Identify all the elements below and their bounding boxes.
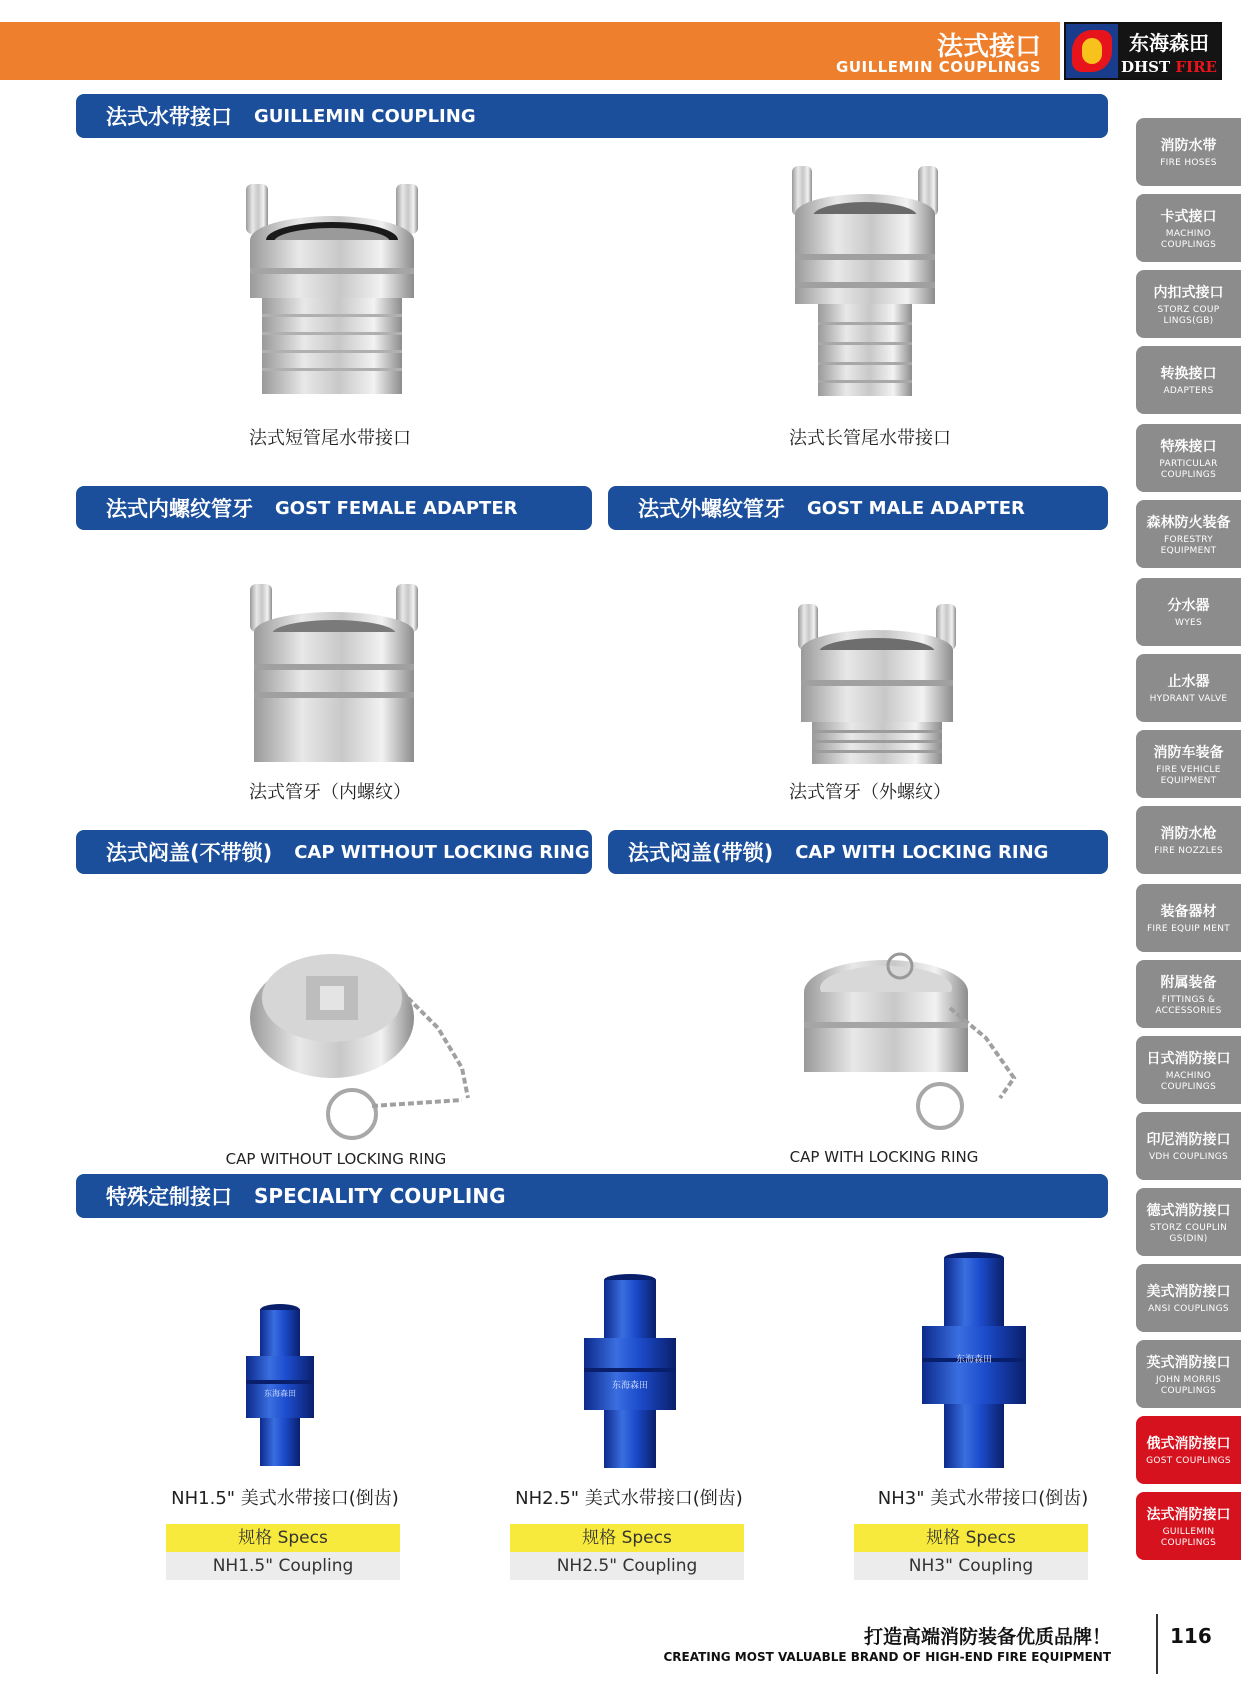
spec-table-nh15 <box>166 1524 400 1580</box>
sidebar-item-vdh[interactable]: 印尼消防接口 VDH COUPLINGS <box>1136 1112 1241 1180</box>
cap-with-ring-image <box>800 948 1030 1142</box>
caption-short-tail: 法式短管尾水带接口 <box>249 428 411 449</box>
nh3-coupling-image <box>918 1252 1030 1470</box>
section-gost-male-adapter: 法式外螺纹管牙 GOST MALE ADAPTER <box>608 486 1108 530</box>
section-speciality-coupling: 特殊定制接口 SPECIALITY COUPLING <box>76 1174 1108 1218</box>
logo-en: DHST FIRE <box>1121 57 1217 76</box>
caption-long-tail: 法式长管尾水带接口 <box>789 428 951 449</box>
sidebar-item-fire-equipment[interactable]: 装备器材 FIRE EQUIP MENT <box>1136 884 1241 952</box>
caption-nh25: NH2.5" 美式水带接口(倒齿) <box>515 1488 743 1509</box>
male-adapter-image <box>792 600 962 768</box>
spec-header: 规格 Specs <box>166 1524 400 1552</box>
section-gost-female-adapter: 法式内螺纹管牙 GOST FEMALE ADAPTER <box>76 486 592 530</box>
section-cap-without-ring: 法式闷盖(不带锁) CAP WITHOUT LOCKING RING <box>76 830 592 874</box>
spec-value: NH1.5" Coupling <box>166 1552 400 1580</box>
logo-mark-icon <box>1066 24 1118 78</box>
female-adapter-image <box>244 576 424 766</box>
caption-male-adapter: 法式管牙（外螺纹） <box>789 782 951 803</box>
spec-header: 规格 Specs <box>510 1524 744 1552</box>
svg-text:东海森田: 东海森田 <box>611 1381 649 1391</box>
caption-nh3: NH3" 美式水带接口(倒齿) <box>877 1488 1089 1509</box>
sidebar-item-storz-din[interactable]: 德式消防接口 STORZ COUPLIN GS(DIN) <box>1136 1188 1241 1256</box>
sidebar-item-wyes[interactable]: 分水器 WYES <box>1136 578 1241 646</box>
spec-value: NH2.5" Coupling <box>510 1552 744 1580</box>
footer-slogan-cn: 打造高端消防装备优质品牌！ <box>863 1626 1111 1648</box>
section-cap-with-ring: 法式闷盖(带锁) CAP WITH LOCKING RING <box>608 830 1108 874</box>
sidebar-item-adapters[interactable]: 转换接口 ADAPTERS <box>1136 346 1241 414</box>
sidebar-item-fire-hoses[interactable]: 消防水带 FIRE HOSES <box>1136 118 1241 186</box>
long-tail-coupling-image <box>780 162 950 400</box>
sidebar-item-guillemin[interactable]: 法式消防接口 GUILLEMIN COUPLINGS <box>1136 1492 1241 1560</box>
sidebar-item-fire-vehicle[interactable]: 消防车装备 FIRE VEHICLE EQUIPMENT <box>1136 730 1241 798</box>
section-guillemin-coupling: 法式水带接口 GUILLEMIN COUPLING <box>76 94 1108 138</box>
page-title-cn: 法式接口 <box>936 32 1041 62</box>
sidebar-item-machino-jp[interactable]: 日式消防接口 MACHINO COUPLINGS <box>1136 1036 1241 1104</box>
spec-table-nh3 <box>854 1524 1088 1580</box>
spec-header: 规格 Specs <box>854 1524 1088 1552</box>
short-tail-coupling-image <box>232 178 432 400</box>
logo-cn: 东海森田 <box>1129 30 1209 55</box>
caption-cap-with-ring: CAP WITH LOCKING RING <box>789 1148 979 1166</box>
cap-without-ring-image <box>248 928 498 1144</box>
brand-logo <box>1064 22 1222 80</box>
page-title-en: GUILLEMIN COUPLINGS <box>836 58 1041 76</box>
svg-text:东海森田: 东海森田 <box>955 1355 993 1365</box>
page-number: 116 <box>1170 1624 1212 1648</box>
nh15-coupling-image <box>240 1304 320 1468</box>
sidebar-item-fittings[interactable]: 附属装备 FITTINGS & ACCESSORIES <box>1136 960 1241 1028</box>
sidebar-item-machino[interactable]: 卡式接口 MACHINO COUPLINGS <box>1136 194 1241 262</box>
sidebar-item-forestry[interactable]: 森林防火装备 FORESTRY EQUIPMENT <box>1136 500 1241 568</box>
sidebar-item-ansi[interactable]: 美式消防接口 ANSI COUPLINGS <box>1136 1264 1241 1332</box>
nh25-coupling-image <box>578 1274 682 1470</box>
svg-text:东海森田: 东海森田 <box>264 1389 296 1398</box>
sidebar-item-fire-nozzles[interactable]: 消防水枪 FIRE NOZZLES <box>1136 806 1241 874</box>
sidebar-item-particular[interactable]: 特殊接口 PARTICULAR COUPLINGS <box>1136 424 1241 492</box>
spec-value: NH3" Coupling <box>854 1552 1088 1580</box>
footer-divider <box>1156 1614 1158 1674</box>
caption-cap-without-ring: CAP WITHOUT LOCKING RING <box>225 1150 447 1168</box>
sidebar-item-john-morris[interactable]: 英式消防接口 JOHN MORRIS COUPLINGS <box>1136 1340 1241 1408</box>
caption-female-adapter: 法式管牙（内螺纹） <box>249 782 411 803</box>
footer-slogan-en: CREATING MOST VALUABLE BRAND OF HIGH-END FIRE EQUIPMENT <box>663 1650 1111 1664</box>
sidebar-item-gost[interactable]: 俄式消防接口 GOST COUPLINGS <box>1136 1416 1241 1484</box>
sidebar-item-hydrant-valve[interactable]: 止水器 HYDRANT VALVE <box>1136 654 1241 722</box>
caption-nh15: NH1.5" 美式水带接口(倒齿) <box>171 1488 399 1509</box>
sidebar-item-storz-gb[interactable]: 内扣式接口 STORZ COUP LINGS(GB) <box>1136 270 1241 338</box>
spec-table-nh25 <box>510 1524 744 1580</box>
